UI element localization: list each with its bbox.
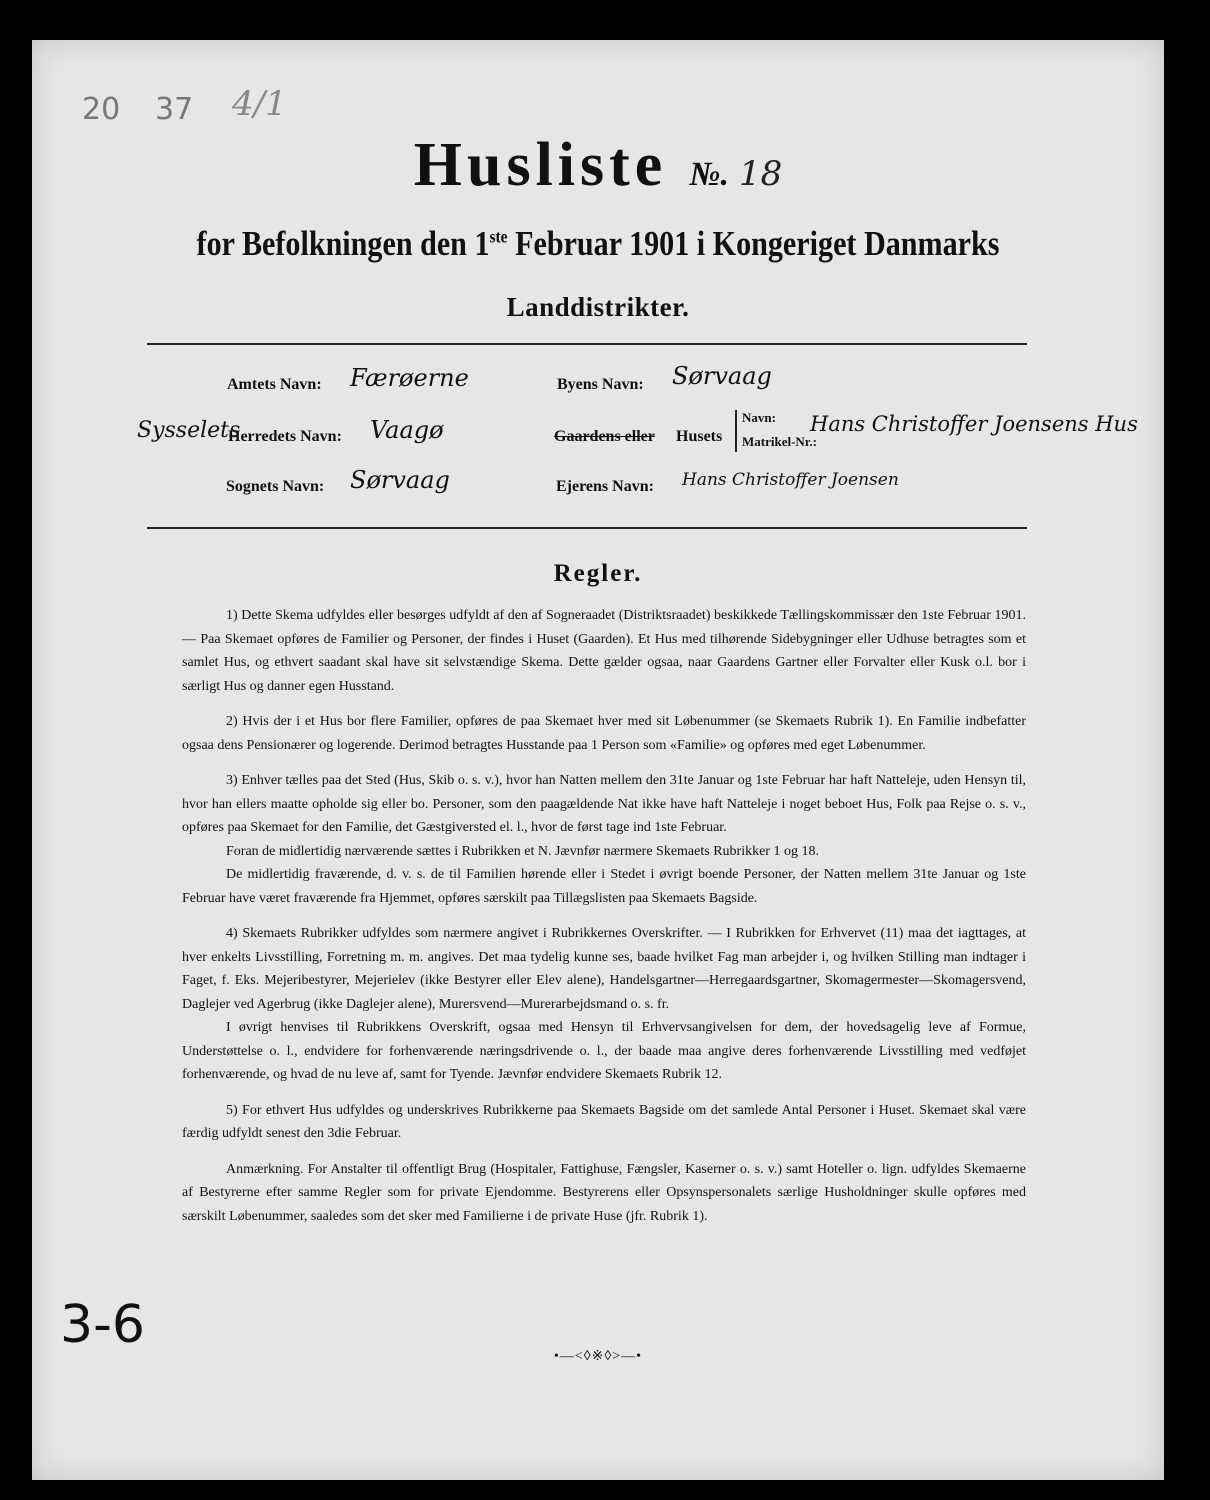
number-label: №. [689, 156, 729, 193]
rule-paragraph-1: 1) Dette Skema udfyldes eller besørges udfyldt af den af Sogneraadet (Distriktsraadet) beskikkede Tællingskommissær den 1ste Februar 1901. — Paa Skemaet opføres de Familier og Personer, der findes i Huset (Gaarden). Et Hus med tilhørende Sidebygninger eller Udhuse betragtes som et samlet Hus, og ethvert saadant skal have sit selvstændige Skema. Dette gælder ogsaa, naar Gaardens Gartner eller Forvalter eller Kusk o.l. bor i særligt Hus og danner egen Husstand. [182, 608, 1026, 694]
amtets-value: Færøerne [350, 364, 469, 392]
rule-paragraph-2: 2) Hvis der i et Hus bor flere Familier, opføres de paa Skemaet hver med sit Løbenummer (se Skemaets Rubrik 1). En Familie indbefatter ogsaa dens Pensionærer og logerende. Derimod betragtes Husstande paa 1 Person som «Familie» og opføres med eget Løbenummer. [182, 714, 1026, 753]
subtitle-sup: ste [489, 226, 508, 247]
corner-number-1: 20 [82, 92, 121, 127]
title-block [32, 130, 1164, 201]
sognets-label: Sognets Navn: [226, 478, 325, 495]
sognets-value: Sørvaag [350, 466, 450, 494]
bottom-handwritten-mark: 3-6 [60, 1295, 145, 1355]
annotation-paragraph: Anmærkning. For Anstalter til offentligt Brug (Hospitaler, Fattighuse, Fængsler, Kaserner o. s. v.) samt Hoteller o. lign. udfyldes Skemaerne af Bestyrerne efter samme Regler som for private Ejendomme. Bestyrerens eller Opsynspersonalets særlige Husholdninger skulle opføres med særskilt Løbenummer, saaledes som det sker med Familierne i de private Huse (jfr. Rubrik 1). [182, 1161, 1026, 1224]
bottom-rule [147, 527, 1027, 529]
list-number-value: 18 [738, 154, 783, 194]
census-page [32, 40, 1164, 1480]
ejerens-value: Hans Christoffer Joensen [682, 470, 899, 490]
ornament-divider: •—<◊※◊>—• [553, 1349, 643, 1364]
district-heading: Landdistrikter. [506, 292, 690, 322]
subtitle-pre: for Befolkningen den 1 [196, 224, 490, 263]
navn-label: Navn: [742, 410, 776, 425]
herredets-label: Herredets Navn: [228, 428, 342, 445]
rule-paragraph-4b: I øvrigt henvises til Rubrikkens Overskrift, ogsaa med Hensyn til Erhvervsangivelsen for dem, der hovedsagelig leve af Formue, Understøttelse o. l., endvidere for forhenværende næringsdrivende o. l., der baade maa angive deres forhenværende Livsstilling med vedføjet forhenværende, og hvad de nu leve af, samt for Tyende. Jævnfør endvidere Skemaets Rubrik 12. [182, 1020, 1026, 1082]
rules-heading: Regler. [553, 560, 643, 587]
ejerens-label: Ejerens Navn: [556, 478, 654, 495]
herredets-prefix: Sysselets [137, 418, 241, 443]
byens-label: Byens Navn: [557, 376, 644, 393]
rule-paragraph-3c: De midlertidig fraværende, d. v. s. de til Familien hørende eller i Stedet i øvrigt boende Personer, der Natten mellem 31te Januar og 1ste Februar have været fraværende fra Hjemmet, opføres særskilt paa Tillægslisten paa Skemaets Bagside. [182, 867, 1026, 906]
rules-text [182, 604, 1026, 1228]
matrikel-label: Matrikel-Nr.: [742, 434, 817, 449]
rule-paragraph-3: 3) Enhver tælles paa det Sted (Hus, Skib o. s. v.), hvor han Natten mellem den 31te Januar og 1ste Februar har haft Natteleje, uden Hensyn til, hvor han ellers maatte opholde sig eller bo. Personer, som den paagældende Nat ikke have haft Natteleje i noget beboet Hus, Folk paa Rejse o. s. v., opføres paa Skemaet for den Familie, det Gæstgiversted el. l., hvor de først tage ind 1ste Februar. [182, 773, 1026, 835]
rule-paragraph-4: 4) Skemaets Rubrikker udfyldes som nærmere angivet i Rubrikkernes Overskrifter. — I Rubrikken for Erhvervet (11) maa det iagttages, at hver enkelts Livsstilling, Forretning m. m. angives. Det maa tydelig kunne ses, baade hvilket Fag man arbejder i, og hvilken Stilling man indtager i Faget, f. Eks. Mejeribestyrer, Mejerielev (ikke Bestyrer eller Elev alene), Handelsgartner—Herregaardsgartner, Skomagermester—Skomagersvend, Daglejer ved Agerbrug (ikke Daglejer alene), Murersvend—Murerarbejdsmand o. s. fr. [182, 926, 1026, 1012]
herredets-value: Vaagø [370, 416, 444, 444]
page-title: Husliste [413, 131, 668, 199]
corner-number-2: 37 [155, 92, 194, 127]
corner-pencil-mark: 4/1 [232, 84, 287, 124]
husets-bracket [735, 410, 737, 452]
husets-value: Hans Christoffer Joensens Hus [810, 412, 1138, 436]
rule-paragraph-3b: Foran de midlertidig nærværende sættes i Rubrikken et N. Jævnfør nærmere Skemaets Rubrikker 1 og 18. [226, 843, 819, 859]
husets-label: Husets [676, 428, 723, 445]
amtets-label: Amtets Navn: [227, 376, 322, 393]
subtitle [111, 224, 1085, 264]
top-rule [147, 343, 1027, 345]
subtitle-post: Februar 1901 i Kongeriget Danmarks [507, 224, 1000, 263]
rule-paragraph-5: 5) For ethvert Hus udfyldes og underskrives Rubrikkerne paa Skemaets Bagside om det samlede Antal Personer i Huset. Skemaet skal være færdig udfyldt senest den 3die Februar. [182, 1102, 1026, 1141]
gaardens-label: Gaardens eller [554, 428, 655, 445]
byens-value: Sørvaag [672, 362, 772, 390]
